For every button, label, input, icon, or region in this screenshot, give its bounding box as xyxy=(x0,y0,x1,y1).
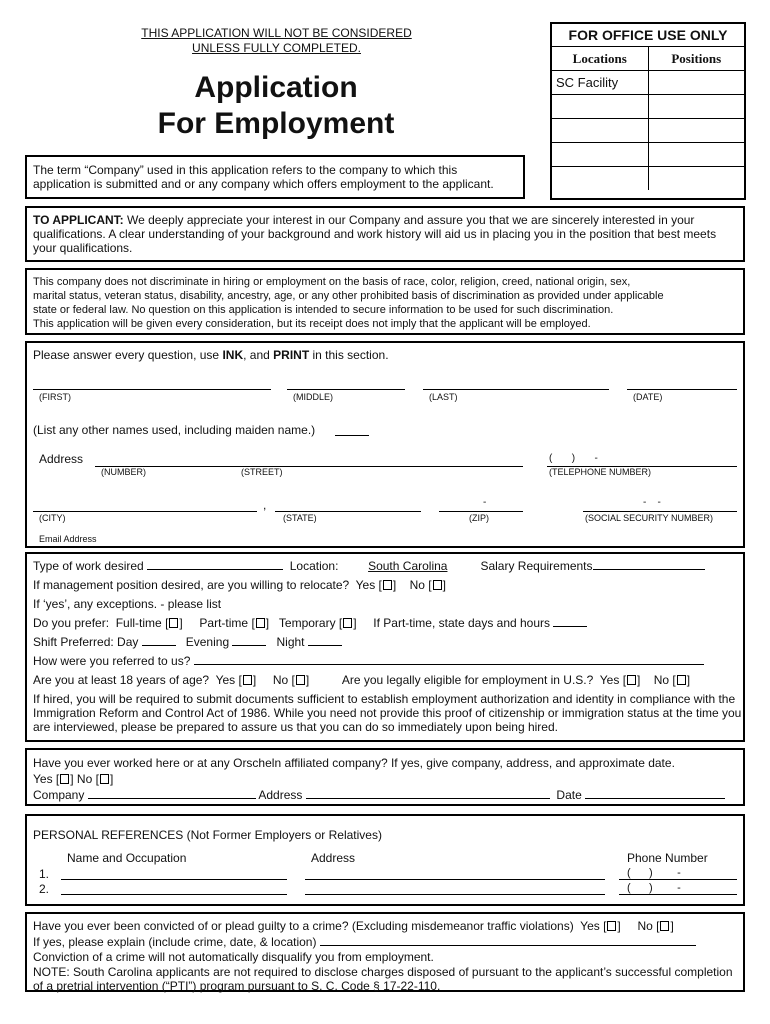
shift-evening-field[interactable] xyxy=(232,645,266,646)
crime-no-checkbox[interactable] xyxy=(660,921,669,931)
first-label: (FIRST) xyxy=(39,392,71,402)
relocate-row: If management position desired, are you willing to relocate? Yes [ ] No [ ] xyxy=(33,578,446,592)
referred-field[interactable] xyxy=(194,664,704,665)
crime-yes-checkbox[interactable] xyxy=(607,921,616,931)
work-row-type: Type of work desired Location: South Carolina Salary Requirements xyxy=(33,559,739,573)
nondiscrimination-line-1: This company does not discriminate in hiring or employment on the basis of race, color, religion, creed, national origin, sex, xyxy=(33,276,631,288)
office-position-1[interactable] xyxy=(648,71,744,95)
address-label: Address xyxy=(39,452,84,466)
exceptions-row: If ‘yes’, any exceptions. - please list xyxy=(33,597,222,611)
street-label: (STREET) xyxy=(241,467,283,477)
office-location-4[interactable] xyxy=(552,143,648,167)
personal-info-box xyxy=(25,341,745,548)
location-value[interactable]: South Carolina xyxy=(368,559,448,573)
prior-question: Have you ever worked here or at any Orscheln affiliated company? If yes, give company, address, and approximate date. xyxy=(33,756,675,770)
last-label: (LAST) xyxy=(429,392,458,402)
company-term-box xyxy=(25,155,525,199)
email-label: Email Address xyxy=(39,534,97,544)
eligible-yes-checkbox[interactable] xyxy=(627,675,636,685)
salary-field[interactable] xyxy=(593,569,705,570)
number-label: (NUMBER) xyxy=(101,467,146,477)
shift-day-field[interactable] xyxy=(142,645,176,646)
office-use-box xyxy=(550,22,746,200)
prior-address-field[interactable] xyxy=(306,798,550,799)
office-position-4[interactable] xyxy=(648,143,744,167)
ref-1-phone-field[interactable] xyxy=(619,879,737,880)
nondiscrimination-line-4: This application will be given every consideration, but its receipt does not imply that the applicant will be employed. xyxy=(33,318,591,330)
full-time-checkbox[interactable] xyxy=(169,618,178,628)
phone-mask: ( ) - xyxy=(549,453,598,464)
office-position-5[interactable] xyxy=(648,167,744,191)
to-applicant-body: We deeply appreciate your interest in our Company and assure you that we are sincerely interested in your qualifications. A clear understanding of your background and work history will aid us in placing you in the position that best meets your qualifications. xyxy=(33,213,717,255)
other-names-label: (List any other names used, including maiden name.) xyxy=(33,423,316,437)
office-location-2[interactable] xyxy=(552,95,648,119)
ssn-label: (SOCIAL SECURITY NUMBER) xyxy=(585,513,714,523)
ref-row-1-num: 1. xyxy=(39,867,50,881)
eligible-no-checkbox[interactable] xyxy=(677,675,686,685)
part-time-hours-field[interactable] xyxy=(553,626,587,627)
work-box xyxy=(25,552,745,742)
ref-2-phone-field[interactable] xyxy=(619,894,737,895)
ref-2-address-field[interactable] xyxy=(305,894,605,895)
shift-row: Shift Preferred: Day Evening Night xyxy=(33,635,342,649)
nondiscrimination-line-3: state or federal law. No question on this application is intended to secure information to be used for such discrimination. xyxy=(33,304,614,316)
zip-field[interactable] xyxy=(439,511,523,512)
office-col-positions: Positions xyxy=(648,47,744,71)
ref-row-2-num: 2. xyxy=(39,882,50,896)
prefer-row: Do you prefer: Full-time [ ] Part-time [ ] Temporary [ ] If Part-time, state days and hours xyxy=(33,616,587,630)
crime-question-row: Have you ever been convicted of or plead guilty to a crime? (Excluding misdemeanor traffic violations) Yes [ ] No [ ] xyxy=(33,919,674,933)
date-label: (DATE) xyxy=(633,392,663,402)
prior-yes-no: Yes [ ] No [ ] xyxy=(33,772,114,786)
office-position-2[interactable] xyxy=(648,95,744,119)
ref-1-address-field[interactable] xyxy=(305,879,605,880)
office-position-3[interactable] xyxy=(648,119,744,143)
street-address-field[interactable] xyxy=(95,466,523,467)
prior-company-row: Company Address Date xyxy=(33,788,725,802)
age-no-checkbox[interactable] xyxy=(296,675,305,685)
to-applicant-label: TO APPLICANT: xyxy=(33,213,124,227)
notice-line-1: THIS APPLICATION WILL NOT BE CONSIDERED xyxy=(141,26,412,40)
work-type-field[interactable] xyxy=(147,569,283,570)
ref-name-col: Name and Occupation xyxy=(67,851,187,865)
state-label: (STATE) xyxy=(283,513,317,523)
ref-phone-col: Phone Number xyxy=(627,851,708,865)
prior-company-field[interactable] xyxy=(88,798,256,799)
office-col-locations: Locations xyxy=(552,47,648,71)
ref-address-col: Address xyxy=(311,851,356,865)
notice-line-2: UNLESS FULLY COMPLETED. xyxy=(192,41,361,55)
referred-row: How were you referred to us? xyxy=(33,654,704,668)
prior-date-field[interactable] xyxy=(585,798,725,799)
telephone-label: (TELEPHONE NUMBER) xyxy=(549,467,652,477)
ref-2-phone-mask: ( ) - xyxy=(627,882,681,894)
office-location-3[interactable] xyxy=(552,119,648,143)
to-applicant-box xyxy=(25,206,745,262)
other-names-field[interactable] xyxy=(335,435,369,436)
middle-label: (MIDDLE) xyxy=(293,392,333,402)
crime-explain-row: If yes, please explain (include crime, date, & location) xyxy=(33,935,696,949)
crime-box xyxy=(25,912,745,992)
middle-name-field[interactable] xyxy=(287,389,405,390)
page-title-line-1: Application xyxy=(194,71,358,104)
prior-yes-checkbox[interactable] xyxy=(60,774,69,784)
city-field[interactable] xyxy=(33,511,257,512)
references-box xyxy=(25,814,745,906)
company-term-text: The term “Company” used in this application refers to the company to which this application is submitted and or any company which offers employment to the applicant. xyxy=(33,163,494,191)
hired-note: If hired, you will be required to submit documents sufficient to establish employment authorization and identity in compliance with the Immigration Reform and Control Act of 1986. While you need not provide this proof of citizenship or immigration status at the time you are interviewed, please be prepared to assure us that you can do so immediately upon being hired. xyxy=(33,692,742,734)
ref-1-phone-mask: ( ) - xyxy=(627,867,681,879)
state-field[interactable] xyxy=(275,511,421,512)
city-state-comma: , xyxy=(263,498,267,512)
date-field[interactable] xyxy=(627,389,737,390)
nondiscrimination-box xyxy=(25,268,745,335)
ref-2-name-field[interactable] xyxy=(61,894,287,895)
prior-no-checkbox[interactable] xyxy=(100,774,109,784)
page-title-line-2: For Employment xyxy=(157,107,395,140)
office-use-table xyxy=(552,47,744,190)
references-heading: PERSONAL REFERENCES (Not Former Employers or Relatives) xyxy=(33,828,382,842)
shift-night-field[interactable] xyxy=(308,645,342,646)
city-label: (CITY) xyxy=(39,513,66,523)
last-name-field[interactable] xyxy=(423,389,609,390)
office-location-1[interactable]: SC Facility xyxy=(552,71,648,95)
nondiscrimination-line-2: marital status, veteran status, disability, ancestry, age, or any other prohibited basis of discrimination as provided under applicable xyxy=(33,290,664,302)
office-location-5[interactable] xyxy=(552,167,648,191)
zip-dash: - xyxy=(483,497,487,508)
crime-sc-note: NOTE: South Carolina applicants are not required to disclose charges disposed of pursuant to the applicant’s successful completion of a pretrial intervention (“PTI”) program pursuant to S. C. Code § 17-22-110. xyxy=(33,965,733,993)
to-applicant-text xyxy=(33,213,739,255)
part-time-checkbox[interactable] xyxy=(256,618,265,628)
age-row: Are you at least 18 years of age? Yes [ ] No [ ] Are you legally eligible for employment in U.S.? Yes [ ] No [ ] xyxy=(33,673,691,687)
zip-label: (ZIP) xyxy=(469,513,489,523)
prior-employment-box xyxy=(25,748,745,806)
temporary-checkbox[interactable] xyxy=(343,618,352,628)
ssn-field[interactable] xyxy=(583,511,737,512)
ref-1-name-field[interactable] xyxy=(61,879,287,880)
age-yes-checkbox[interactable] xyxy=(243,675,252,685)
first-name-field[interactable] xyxy=(33,389,271,390)
crime-explain-field[interactable] xyxy=(320,945,696,946)
relocate-yes-checkbox[interactable] xyxy=(383,580,392,590)
personal-instructions: Please answer every question, use INK, and PRINT in this section. xyxy=(33,348,389,362)
office-use-heading: FOR OFFICE USE ONLY xyxy=(552,24,744,47)
ssn-dashes: - - xyxy=(643,497,661,508)
relocate-no-checkbox[interactable] xyxy=(433,580,442,590)
crime-disqualify-note: Conviction of a crime will not automatically disqualify you from employment. xyxy=(33,950,434,964)
